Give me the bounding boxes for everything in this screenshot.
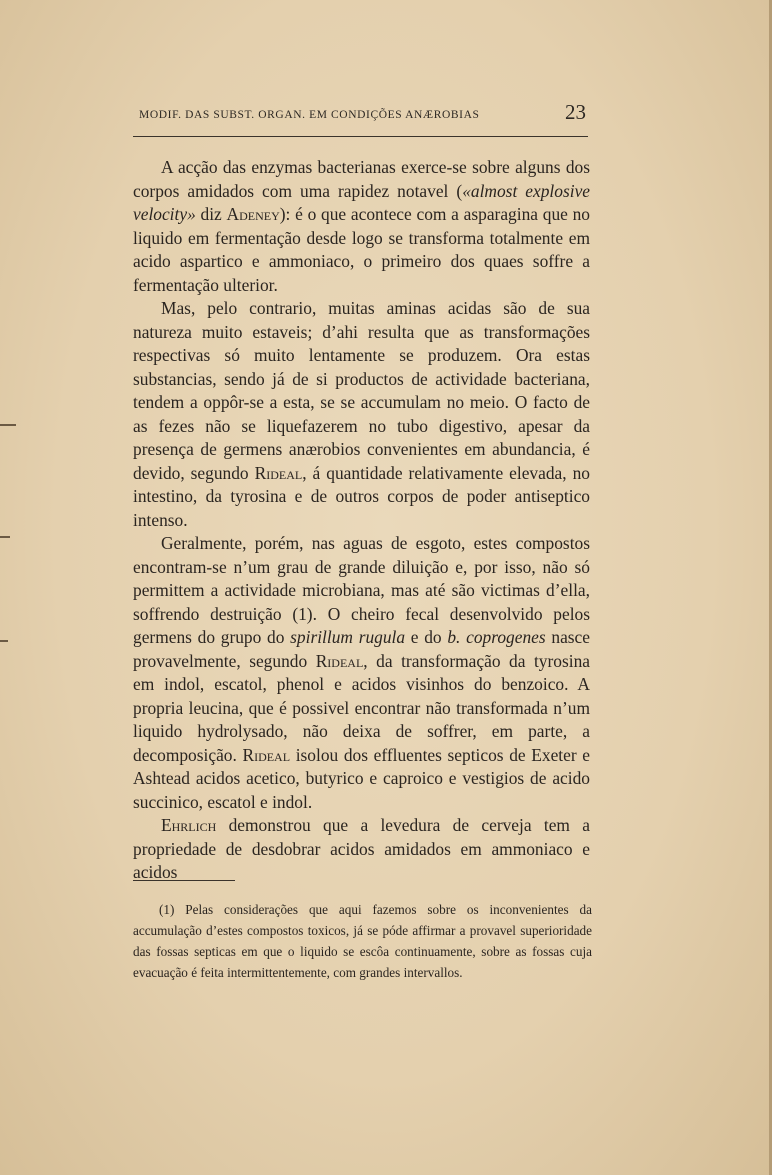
footnote-rule	[133, 880, 235, 881]
paragraph	[133, 814, 590, 885]
text-run: A acção das enzymas bacterianas exerce-se sobre alguns dos corpos amidados com uma rapidez notavel (	[133, 157, 590, 201]
paragraph	[133, 156, 590, 297]
text-run: , da transformação da tyrosina em indol, escatol, phenol e acidos visinhos do benzoico. A propria leucina, que é possivel encontrar não transformada n’um liquido hydrolysado, não deixa de soffrer, em parte, a decomposição.	[133, 650, 591, 765]
footnote: (1) Pelas considerações que aqui fazemos sobre os inconvenientes da accumulação d’estes compostos toxicos, já se póde affirmar a provavel superioridade das fossas septicas em que o liquido se escôa continuamente, sobre as fossas cuja evacuação é feita intermittentemente, com grandes intervallos.	[133, 902, 592, 980]
author-name: Rideal	[242, 744, 291, 765]
author-name: Ehrlich	[161, 815, 217, 835]
species-name: spirillum rugula	[290, 627, 406, 647]
text-run: Mas, pelo contrario, muitas aminas acidas são de sua natureza muito estaveis; d’ahi resulta que as transformações respectivas só muito lentamente se produzem. Ora estas substancias, sendo já de si productos de actividade bacteriana, tendem a oppôr-se a esta, se se accumulam no meio. O facto de as fezes não se liquefazerem no tubo digestivo, apesar da presença de germens anærobios convenientes em abundancia, é devido, segundo	[133, 298, 590, 483]
text-run: demonstrou que a levedura de cerveja tem a propriedade de desdobrar acidos amidados em ammoniaco e acidos	[133, 815, 590, 882]
edge-mark	[0, 536, 10, 538]
paragraph	[133, 532, 590, 814]
running-head: MODIF. DAS SUBST. ORGAN. EM CONDIÇÕES ANÆROBIAS	[139, 109, 480, 121]
italic-quote: «almost explosive velocity»	[133, 180, 591, 224]
text-run: , á quantidade relativamente elevada, no intestino, da tyrosina e de outros corpos de poder antiseptico intenso.	[133, 462, 590, 530]
edge-mark	[0, 640, 8, 642]
paragraph	[133, 297, 590, 532]
author-name: Rideal	[254, 462, 303, 483]
body-text	[133, 156, 590, 885]
page-number: 23	[565, 100, 586, 124]
author-name: Rideal	[315, 650, 364, 671]
text-run: Geralmente, porém, nas aguas de esgoto, estes compostos encontram-se n’um grau de grande diluição e, por isso, não só permittem a actividade microbiana, mas até são victimas d’ella, soffrendo destruição (1). O cheiro fecal desenvolvido pelos germens do grupo do	[133, 533, 590, 647]
species-name: b. coprogenes	[447, 627, 546, 647]
text-run: isolou dos effluentes septicos de Exeter e Ashtead acidos acetico, butyrico e caproico e vestigios de acido succinico, escatol e indol.	[133, 744, 590, 812]
text-run: ): é o que acontece com a asparagina que no liquido em fermentação desde logo se transforma totalmente em acido aspartico e ammoniaco, o primeiro dos quaes soffre a fermentação ulterior.	[133, 204, 590, 295]
text-run: e do	[405, 627, 448, 647]
text-run: nasce provavelmente, segundo	[133, 627, 590, 671]
text-run: diz	[195, 204, 227, 224]
author-name: Adeney	[226, 204, 280, 224]
edge-mark	[0, 424, 16, 426]
page-header	[133, 100, 588, 137]
